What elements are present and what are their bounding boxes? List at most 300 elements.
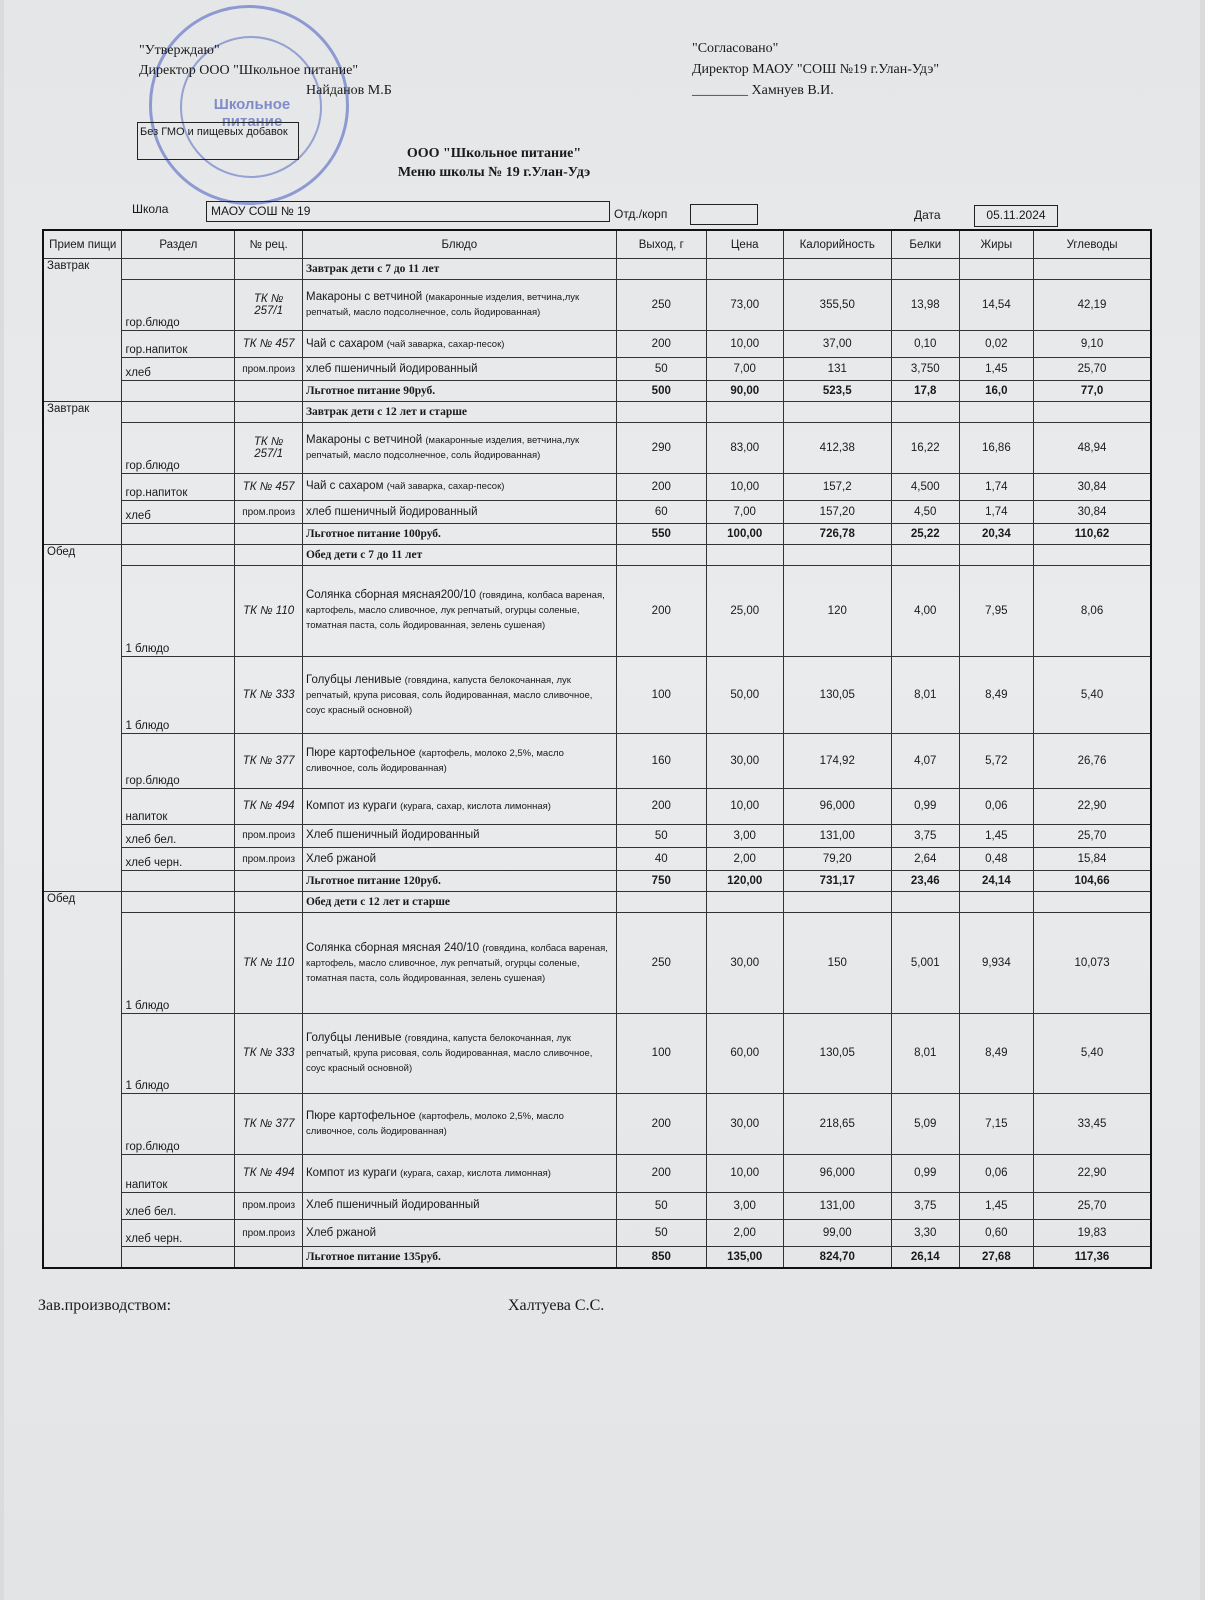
protein-value: 0,10 bbox=[891, 330, 959, 357]
section-name: напиток bbox=[122, 1154, 235, 1192]
fat-value: 1,74 bbox=[959, 473, 1033, 500]
carbs-value: 30,84 bbox=[1034, 501, 1151, 524]
section-name: 1 блюдо bbox=[122, 1014, 235, 1094]
empty-cell bbox=[616, 545, 706, 566]
empty-cell bbox=[122, 1247, 235, 1268]
empty-cell bbox=[959, 545, 1033, 566]
recipe-number: ТК № 110 bbox=[235, 913, 303, 1014]
protein-value: 3,30 bbox=[891, 1220, 959, 1247]
protein-value: 3,750 bbox=[891, 358, 959, 381]
table-header-row bbox=[43, 230, 1151, 259]
carbs-value: 25,70 bbox=[1034, 358, 1151, 381]
empty-cell bbox=[891, 402, 959, 423]
total-protein: 17,8 bbox=[891, 381, 959, 402]
table-row bbox=[43, 913, 1151, 1014]
section-name: хлеб bbox=[122, 358, 235, 381]
yield-value: 50 bbox=[616, 1220, 706, 1247]
total-label: Льготное питание 100руб. bbox=[302, 524, 616, 545]
yield-value: 40 bbox=[616, 847, 706, 870]
empty-cell bbox=[235, 259, 303, 280]
menu-table-body bbox=[43, 230, 1151, 1268]
dish-name: Хлеб ржаной bbox=[305, 852, 377, 865]
yield-value: 200 bbox=[616, 1093, 706, 1154]
dept-label: Отд./корп bbox=[614, 207, 668, 221]
recipe-number: ТК № 377 bbox=[235, 734, 303, 789]
table-row bbox=[43, 501, 1151, 524]
section-name: 1 блюдо bbox=[122, 913, 235, 1014]
group-title: Обед дети с 12 лет и старше bbox=[302, 892, 616, 913]
empty-cell bbox=[783, 259, 891, 280]
empty-cell bbox=[891, 545, 959, 566]
protein-value: 4,500 bbox=[891, 473, 959, 500]
protein-value: 5,001 bbox=[891, 913, 959, 1014]
table-row bbox=[43, 566, 1151, 656]
dish-name: Компот из кураги bbox=[305, 799, 397, 812]
dish-name: хлеб пшеничный йодированный bbox=[305, 362, 478, 375]
empty-cell bbox=[122, 402, 235, 423]
empty-cell bbox=[616, 402, 706, 423]
dish-cell bbox=[302, 358, 616, 381]
section-name: хлеб черн. bbox=[122, 847, 235, 870]
empty-cell bbox=[235, 524, 303, 545]
price-value: 7,00 bbox=[706, 501, 783, 524]
dish-ingredients: (чай заварка, сахар-песок) bbox=[386, 338, 505, 350]
yield-value: 290 bbox=[616, 423, 706, 473]
dish-ingredients: (говядина, капуста белокочанная, лук репчатый, крупа рисовая, соль йодированная, масло сливочное, соус красный основной) bbox=[305, 674, 593, 716]
yield-value: 50 bbox=[616, 1192, 706, 1219]
dish-name: Чай с сахаром bbox=[305, 480, 384, 493]
dish-name: Хлеб ржаной bbox=[305, 1226, 377, 1239]
dish-cell bbox=[302, 566, 616, 656]
section-name: гор.напиток bbox=[122, 330, 235, 357]
agree-name: ________ Хамнуев В.И. bbox=[692, 83, 834, 98]
empty-cell bbox=[235, 871, 303, 892]
protein-value: 4,07 bbox=[891, 734, 959, 789]
total-label: Льготное питание 120руб. bbox=[302, 871, 616, 892]
dish-name: Голубцы ленивые bbox=[305, 673, 402, 686]
menu-table bbox=[42, 229, 1152, 1269]
dish-cell bbox=[302, 656, 616, 734]
carbs-value: 22,90 bbox=[1034, 789, 1151, 825]
section-name: хлеб бел. bbox=[122, 1192, 235, 1219]
yield-value: 50 bbox=[616, 824, 706, 847]
dish-cell bbox=[302, 423, 616, 473]
recipe-number: пром.произ bbox=[235, 847, 303, 870]
empty-cell bbox=[959, 402, 1033, 423]
total-fat: 20,34 bbox=[959, 524, 1033, 545]
empty-cell bbox=[783, 402, 891, 423]
total-carbs: 110,62 bbox=[1034, 524, 1151, 545]
empty-cell bbox=[122, 871, 235, 892]
fat-value: 8,49 bbox=[959, 656, 1033, 734]
price-value: 2,00 bbox=[706, 847, 783, 870]
agree-title: "Согласовано" bbox=[692, 41, 779, 56]
price-value: 30,00 bbox=[706, 734, 783, 789]
recipe-number: ТК № 333 bbox=[235, 656, 303, 734]
dish-name: Солянка сборная мясная 240/10 bbox=[305, 941, 480, 954]
total-calories: 731,17 bbox=[783, 871, 891, 892]
recipe-number: пром.произ bbox=[235, 358, 303, 381]
fat-value: 0,48 bbox=[959, 847, 1033, 870]
price-value: 10,00 bbox=[706, 330, 783, 357]
dish-ingredients: (картофель, молоко 2,5%, масло сливочное, соль йодированная) bbox=[305, 748, 564, 775]
calories-value: 120 bbox=[783, 566, 891, 656]
price-value: 50,00 bbox=[706, 656, 783, 734]
org-title: ООО "Школьное питание" bbox=[406, 146, 582, 161]
empty-cell bbox=[122, 545, 235, 566]
table-row bbox=[43, 1093, 1151, 1154]
protein-value: 5,09 bbox=[891, 1093, 959, 1154]
meal-name: Завтрак bbox=[43, 259, 122, 402]
fat-value: 0,02 bbox=[959, 330, 1033, 357]
calories-value: 150 bbox=[783, 913, 891, 1014]
section-name: гор.блюдо bbox=[122, 1093, 235, 1154]
group-row bbox=[43, 402, 1151, 423]
dish-name: Хлеб пшеничный йодированный bbox=[305, 829, 480, 842]
total-protein: 25,22 bbox=[891, 524, 959, 545]
date-label: Дата bbox=[914, 208, 941, 222]
dish-name: Макароны с ветчиной bbox=[305, 291, 423, 304]
dish-cell bbox=[302, 734, 616, 789]
gmo-note: Без ГМО и пищевых добавок bbox=[137, 122, 299, 160]
column-header: Жиры bbox=[959, 230, 1033, 259]
yield-value: 250 bbox=[616, 280, 706, 330]
table-row bbox=[43, 473, 1151, 500]
menu-title: Меню школы № 19 г.Улан-Удэ bbox=[397, 165, 591, 180]
calories-value: 130,05 bbox=[783, 1014, 891, 1094]
approve-role: Директор ООО "Школьное питание" bbox=[139, 63, 359, 78]
dish-name: Хлеб пшеничный йодированный bbox=[305, 1199, 480, 1212]
section-name: гор.блюдо bbox=[122, 280, 235, 330]
section-name: 1 блюдо bbox=[122, 656, 235, 734]
dish-cell bbox=[302, 1014, 616, 1094]
carbs-value: 15,84 bbox=[1034, 847, 1151, 870]
total-calories: 523,5 bbox=[783, 381, 891, 402]
recipe-number: ТК № 257/1 bbox=[235, 423, 303, 473]
price-value: 3,00 bbox=[706, 824, 783, 847]
recipe-number: ТК № 333 bbox=[235, 1014, 303, 1094]
yield-value: 60 bbox=[616, 501, 706, 524]
calories-value: 96,000 bbox=[783, 789, 891, 825]
dish-name: Пюре картофельное bbox=[305, 747, 416, 760]
total-yield: 550 bbox=[616, 524, 706, 545]
table-row bbox=[43, 330, 1151, 357]
recipe-number: ТК № 494 bbox=[235, 1154, 303, 1192]
column-header: Углеводы bbox=[1034, 230, 1151, 259]
section-name: напиток bbox=[122, 789, 235, 825]
yield-value: 100 bbox=[616, 1014, 706, 1094]
dish-name: Пюре картофельное bbox=[305, 1109, 416, 1122]
dish-cell bbox=[302, 1154, 616, 1192]
table-row bbox=[43, 1220, 1151, 1247]
empty-cell bbox=[959, 892, 1033, 913]
section-name: хлеб bbox=[122, 501, 235, 524]
calories-value: 99,00 bbox=[783, 1220, 891, 1247]
protein-value: 4,00 bbox=[891, 566, 959, 656]
price-value: 3,00 bbox=[706, 1192, 783, 1219]
table-row bbox=[43, 1154, 1151, 1192]
empty-cell bbox=[783, 892, 891, 913]
price-value: 30,00 bbox=[706, 1093, 783, 1154]
fat-value: 1,45 bbox=[959, 824, 1033, 847]
carbs-value: 5,40 bbox=[1034, 1014, 1151, 1094]
total-fat: 24,14 bbox=[959, 871, 1033, 892]
table-row bbox=[43, 847, 1151, 870]
protein-value: 0,99 bbox=[891, 789, 959, 825]
dish-name: хлеб пшеничный йодированный bbox=[305, 505, 478, 518]
dish-cell bbox=[302, 330, 616, 357]
protein-value: 2,64 bbox=[891, 847, 959, 870]
calories-value: 37,00 bbox=[783, 330, 891, 357]
recipe-number: ТК № 494 bbox=[235, 789, 303, 825]
calories-value: 412,38 bbox=[783, 423, 891, 473]
calories-value: 131,00 bbox=[783, 1192, 891, 1219]
total-price: 120,00 bbox=[706, 871, 783, 892]
empty-cell bbox=[122, 259, 235, 280]
empty-cell bbox=[891, 892, 959, 913]
empty-cell bbox=[235, 545, 303, 566]
fat-value: 7,15 bbox=[959, 1093, 1033, 1154]
total-protein: 23,46 bbox=[891, 871, 959, 892]
carbs-value: 5,40 bbox=[1034, 656, 1151, 734]
carbs-value: 22,90 bbox=[1034, 1154, 1151, 1192]
meal-name: Обед bbox=[43, 892, 122, 1268]
empty-cell bbox=[1034, 259, 1151, 280]
section-name: гор.напиток bbox=[122, 473, 235, 500]
carbs-value: 25,70 bbox=[1034, 1192, 1151, 1219]
protein-value: 16,22 bbox=[891, 423, 959, 473]
empty-cell bbox=[122, 892, 235, 913]
column-header: Раздел bbox=[122, 230, 235, 259]
protein-value: 13,98 bbox=[891, 280, 959, 330]
calories-value: 174,92 bbox=[783, 734, 891, 789]
table-row bbox=[43, 824, 1151, 847]
empty-cell bbox=[706, 892, 783, 913]
total-label: Льготное питание 135руб. bbox=[302, 1247, 616, 1268]
table-row bbox=[43, 358, 1151, 381]
calories-value: 130,05 bbox=[783, 656, 891, 734]
fat-value: 0,60 bbox=[959, 1220, 1033, 1247]
fat-value: 8,49 bbox=[959, 1014, 1033, 1094]
empty-cell bbox=[122, 524, 235, 545]
total-price: 90,00 bbox=[706, 381, 783, 402]
table-row bbox=[43, 423, 1151, 473]
total-label: Льготное питание 90руб. bbox=[302, 381, 616, 402]
table-row bbox=[43, 789, 1151, 825]
dish-ingredients: (картофель, молоко 2,5%, масло сливочное, соль йодированная) bbox=[305, 1110, 564, 1137]
dish-cell bbox=[302, 824, 616, 847]
recipe-number: ТК № 110 bbox=[235, 566, 303, 656]
total-calories: 726,78 bbox=[783, 524, 891, 545]
price-value: 73,00 bbox=[706, 280, 783, 330]
dish-cell bbox=[302, 473, 616, 500]
column-header: Белки bbox=[891, 230, 959, 259]
dish-cell bbox=[302, 1220, 616, 1247]
yield-value: 200 bbox=[616, 473, 706, 500]
carbs-value: 42,19 bbox=[1034, 280, 1151, 330]
yield-value: 50 bbox=[616, 358, 706, 381]
recipe-number: пром.произ bbox=[235, 1192, 303, 1219]
carbs-value: 8,06 bbox=[1034, 566, 1151, 656]
yield-value: 160 bbox=[616, 734, 706, 789]
fat-value: 14,54 bbox=[959, 280, 1033, 330]
group-row bbox=[43, 259, 1151, 280]
fat-value: 16,86 bbox=[959, 423, 1033, 473]
column-header: Цена bbox=[706, 230, 783, 259]
meal-name: Завтрак bbox=[43, 402, 122, 545]
empty-cell bbox=[235, 402, 303, 423]
dept-field bbox=[690, 204, 758, 225]
group-title: Обед дети с 7 до 11 лет bbox=[302, 545, 616, 566]
price-value: 10,00 bbox=[706, 1154, 783, 1192]
fat-value: 0,06 bbox=[959, 789, 1033, 825]
dish-name: Солянка сборная мясная200/10 bbox=[305, 589, 476, 602]
empty-cell bbox=[235, 1247, 303, 1268]
price-value: 10,00 bbox=[706, 789, 783, 825]
table-row bbox=[43, 656, 1151, 734]
dish-cell bbox=[302, 1093, 616, 1154]
carbs-value: 30,84 bbox=[1034, 473, 1151, 500]
dish-name: Чай с сахаром bbox=[305, 337, 384, 350]
yield-value: 200 bbox=[616, 789, 706, 825]
empty-cell bbox=[616, 892, 706, 913]
empty-cell bbox=[706, 259, 783, 280]
footer-name: Халтуева С.С. bbox=[508, 1297, 605, 1314]
fat-value: 7,95 bbox=[959, 566, 1033, 656]
dish-ingredients: (курага, сахар, кислота лимонная) bbox=[400, 1167, 551, 1179]
carbs-value: 33,45 bbox=[1034, 1093, 1151, 1154]
fat-value: 1,45 bbox=[959, 1192, 1033, 1219]
yield-value: 200 bbox=[616, 330, 706, 357]
price-value: 7,00 bbox=[706, 358, 783, 381]
table-row bbox=[43, 734, 1151, 789]
group-row bbox=[43, 545, 1151, 566]
dish-cell bbox=[302, 789, 616, 825]
fat-value: 9,934 bbox=[959, 913, 1033, 1014]
dish-ingredients: (говядина, колбаса вареная, картофель, масло сливочное, лук репчатый, огурцы соленые, томатная паста, соль йодированная, зелень сушеная) bbox=[305, 590, 605, 632]
group-row bbox=[43, 892, 1151, 913]
dish-ingredients: (чай заварка, сахар-песок) bbox=[386, 481, 505, 493]
total-row bbox=[43, 871, 1151, 892]
empty-cell bbox=[783, 545, 891, 566]
price-value: 60,00 bbox=[706, 1014, 783, 1094]
total-price: 100,00 bbox=[706, 524, 783, 545]
empty-cell bbox=[1034, 402, 1151, 423]
empty-cell bbox=[122, 381, 235, 402]
dish-name: Компот из кураги bbox=[305, 1166, 397, 1179]
empty-cell bbox=[235, 892, 303, 913]
calories-value: 96,000 bbox=[783, 1154, 891, 1192]
calories-value: 79,20 bbox=[783, 847, 891, 870]
dish-ingredients: (говядина, колбаса вареная, картофель, масло сливочное, лук репчатый, огурцы соленые, томатная паста, соль йодированная, зелень сушеная) bbox=[305, 942, 608, 984]
meal-name: Обед bbox=[43, 545, 122, 892]
column-header: Калорийность bbox=[783, 230, 891, 259]
recipe-number: ТК № 377 bbox=[235, 1093, 303, 1154]
carbs-value: 19,83 bbox=[1034, 1220, 1151, 1247]
fat-value: 1,45 bbox=[959, 358, 1033, 381]
total-calories: 824,70 bbox=[783, 1247, 891, 1268]
total-price: 135,00 bbox=[706, 1247, 783, 1268]
dish-cell bbox=[302, 847, 616, 870]
fat-value: 1,74 bbox=[959, 501, 1033, 524]
price-value: 25,00 bbox=[706, 566, 783, 656]
table-row bbox=[43, 1192, 1151, 1219]
total-row bbox=[43, 524, 1151, 545]
column-header: Прием пищи bbox=[43, 230, 122, 259]
total-carbs: 104,66 bbox=[1034, 871, 1151, 892]
dish-name: Голубцы ленивые bbox=[305, 1031, 402, 1044]
empty-cell bbox=[616, 259, 706, 280]
calories-value: 131,00 bbox=[783, 824, 891, 847]
menu-sheet bbox=[4, 0, 1200, 1600]
stamp-text: Школьное питание bbox=[213, 96, 291, 130]
yield-value: 200 bbox=[616, 1154, 706, 1192]
total-yield: 750 bbox=[616, 871, 706, 892]
total-fat: 16,0 bbox=[959, 381, 1033, 402]
recipe-number: пром.произ bbox=[235, 1220, 303, 1247]
price-value: 83,00 bbox=[706, 423, 783, 473]
recipe-number: пром.произ bbox=[235, 824, 303, 847]
group-title: Завтрак дети с 12 лет и старше bbox=[302, 402, 616, 423]
empty-cell bbox=[235, 381, 303, 402]
empty-cell bbox=[959, 259, 1033, 280]
section-name: 1 блюдо bbox=[122, 566, 235, 656]
section-name: хлеб черн. bbox=[122, 1220, 235, 1247]
date-field: 05.11.2024 bbox=[974, 205, 1058, 227]
carbs-value: 25,70 bbox=[1034, 824, 1151, 847]
section-name: хлеб бел. bbox=[122, 824, 235, 847]
recipe-number: ТК № 457 bbox=[235, 473, 303, 500]
recipe-number: пром.произ bbox=[235, 501, 303, 524]
dish-cell bbox=[302, 501, 616, 524]
school-label: Школа bbox=[132, 202, 169, 216]
carbs-value: 9,10 bbox=[1034, 330, 1151, 357]
section-name: гор.блюдо bbox=[122, 423, 235, 473]
school-field: МАОУ СОШ № 19 bbox=[206, 201, 610, 222]
dish-cell bbox=[302, 280, 616, 330]
total-yield: 850 bbox=[616, 1247, 706, 1268]
footer-role: Зав.производством: bbox=[38, 1297, 172, 1314]
table-row bbox=[43, 1014, 1151, 1094]
dish-ingredients: (говядина, капуста белокочанная, лук репчатый, крупа рисовая, соль йодированная, масло сливочное, соус красный основной) bbox=[305, 1032, 593, 1074]
total-protein: 26,14 bbox=[891, 1247, 959, 1268]
group-title: Завтрак дети с 7 до 11 лет bbox=[302, 259, 616, 280]
total-carbs: 117,36 bbox=[1034, 1247, 1151, 1268]
calories-value: 131 bbox=[783, 358, 891, 381]
total-yield: 500 bbox=[616, 381, 706, 402]
carbs-value: 26,76 bbox=[1034, 734, 1151, 789]
protein-value: 4,50 bbox=[891, 501, 959, 524]
yield-value: 200 bbox=[616, 566, 706, 656]
empty-cell bbox=[706, 402, 783, 423]
dish-cell bbox=[302, 913, 616, 1014]
calories-value: 218,65 bbox=[783, 1093, 891, 1154]
calories-value: 157,20 bbox=[783, 501, 891, 524]
protein-value: 8,01 bbox=[891, 656, 959, 734]
total-carbs: 77,0 bbox=[1034, 381, 1151, 402]
yield-value: 100 bbox=[616, 656, 706, 734]
column-header: Выход, г bbox=[616, 230, 706, 259]
dish-ingredients: (курага, сахар, кислота лимонная) bbox=[400, 800, 551, 812]
protein-value: 8,01 bbox=[891, 1014, 959, 1094]
empty-cell bbox=[1034, 892, 1151, 913]
protein-value: 3,75 bbox=[891, 824, 959, 847]
empty-cell bbox=[891, 259, 959, 280]
fat-value: 0,06 bbox=[959, 1154, 1033, 1192]
approve-title: "Утверждаю" bbox=[139, 43, 220, 58]
price-value: 30,00 bbox=[706, 913, 783, 1014]
approve-name: Найданов М.Б bbox=[306, 83, 392, 98]
